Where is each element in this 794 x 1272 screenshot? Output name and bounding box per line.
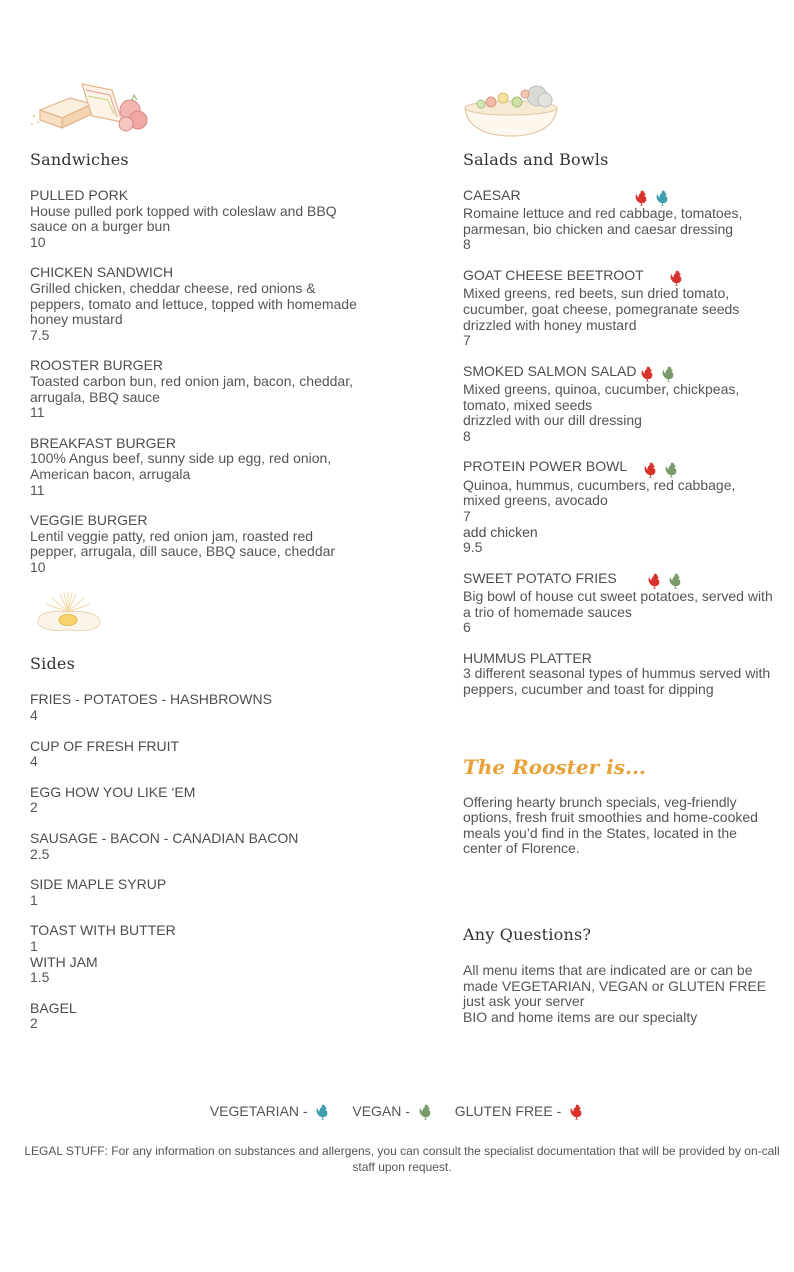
- item-description: 100% Angus beef, sunny side up egg, red onion, American bacon, arrugala: [30, 450, 332, 482]
- item-price: 4: [30, 753, 38, 770]
- right-column: [463, 80, 773, 1025]
- vegetarian-rooster-icon: [315, 1104, 330, 1120]
- sandwiches-title: Sandwiches: [30, 150, 129, 169]
- item-price: 8: [463, 427, 471, 444]
- item-description: Mixed greens, quinoa, cucumber, chickpeas, tomato, mixed seeds: [463, 381, 740, 413]
- item-description-note: drizzled with our dill dressing: [463, 412, 642, 429]
- menu-item: [463, 364, 773, 445]
- item-name: SWEET POTATO FRIES: [463, 569, 617, 586]
- item-price: 11: [30, 404, 45, 421]
- item-price: 7: [463, 507, 471, 524]
- item-price: 7: [463, 332, 471, 349]
- diet-marks: [640, 366, 676, 382]
- item-price: 2.5: [30, 845, 50, 862]
- item-description: Toasted carbon bun, red onion jam, bacon, cheddar, arrugala, BBQ sauce: [30, 372, 353, 405]
- item-name: SAUSAGE - BACON - CANADIAN BACON: [30, 830, 299, 847]
- menu-item: [30, 1001, 360, 1032]
- legal-notice: LEGAL STUFF: For any information on substances and allergens, you can consult the specialist documentation that will be provided by on-call staff upon request.: [24, 1144, 780, 1174]
- menu-item: [30, 513, 360, 575]
- rooster-description: Offering hearty brunch specials, veg-friendly options, fresh fruit smoothies and home-cooked meals you’d find in the States, located in the center of Florence.: [463, 793, 758, 857]
- sandwich-illustration: [30, 80, 360, 140]
- menu-item: [463, 459, 773, 555]
- legend-vegetarian-label: VEGETARIAN -: [209, 1103, 308, 1119]
- item-description-note: drizzled with honey mustard: [463, 316, 637, 333]
- item-description: Mixed greens, red beets, sun dried tomato, cucumber, goat cheese, pomegranate seeds: [463, 285, 740, 317]
- item-name: CAESAR: [463, 187, 521, 203]
- item-description: Quinoa, hummus, cucumbers, red cabbage, mixed greens, avocado: [463, 476, 736, 509]
- item-name: SIDE MAPLE SYRUP: [30, 876, 167, 893]
- item-name: CUP OF FRESH FRUIT: [30, 737, 180, 754]
- item-name: PROTEIN POWER BOWL: [463, 458, 627, 475]
- item-price: 11: [30, 481, 45, 498]
- item-description: Grilled chicken, cheddar cheese, red onions & peppers, tomato and lettuce, topped with homemade honey mustard: [30, 279, 357, 328]
- item-name: BREAKFAST BURGER: [30, 434, 177, 451]
- item-name-row: [463, 459, 773, 477]
- item-price: 10: [30, 558, 46, 575]
- gluten-free-rooster-icon: [669, 270, 684, 286]
- item-price: 2: [30, 1015, 38, 1032]
- questions-title: Any Questions?: [463, 924, 592, 944]
- item-name: VEGGIE BURGER: [30, 512, 148, 529]
- menu-item: [30, 785, 360, 816]
- menu-item: [463, 268, 773, 349]
- gluten-free-rooster-icon: [647, 573, 662, 589]
- item-price: 6: [463, 619, 471, 636]
- item-name: GOAT CHEESE BEETROOT: [463, 267, 644, 284]
- item-description: Lentil veggie patty, red onion jam, roasted red pepper, arrugala, dill sauce, BBQ sauce, cheddar: [30, 527, 336, 560]
- diet-marks: [634, 190, 670, 206]
- item-name-row: [463, 364, 773, 382]
- menu-item: [30, 692, 360, 723]
- menu-item: [30, 265, 360, 343]
- menu-item: [463, 571, 773, 636]
- item-price: 8: [463, 236, 471, 253]
- item-price: 10: [30, 233, 46, 250]
- item-extra-price: 1.5: [30, 969, 50, 986]
- legend-gluten-free-label: GLUTEN FREE -: [454, 1103, 562, 1119]
- sides-title: Sides: [30, 654, 75, 674]
- item-description: House pulled pork topped with coleslaw and BBQ sauce on a burger bun: [30, 202, 337, 235]
- vegan-rooster-icon: [664, 462, 679, 478]
- legend-vegan: [352, 1103, 432, 1120]
- menu-item: [30, 831, 360, 862]
- diet-marks: [669, 270, 684, 286]
- menu-item: [30, 436, 360, 498]
- item-extra-name: add chicken: [463, 523, 538, 540]
- legend-vegan-label: VEGAN -: [352, 1103, 410, 1119]
- menu-item: [30, 923, 360, 985]
- menu-item: [463, 188, 773, 253]
- item-price: 4: [30, 707, 38, 724]
- egg-illustration: [30, 590, 360, 642]
- legend-gluten-free: [455, 1103, 584, 1120]
- item-price: 7.5: [30, 326, 50, 343]
- item-price: 1: [30, 938, 38, 954]
- item-name: TOAST WITH BUTTER: [30, 922, 176, 939]
- menu-item: [30, 877, 360, 908]
- diet-legend: [0, 1103, 794, 1120]
- vegan-rooster-icon: [668, 573, 683, 589]
- menu-item: [30, 358, 360, 420]
- item-name-row: [463, 188, 773, 206]
- item-name: SMOKED SALMON SALAD: [463, 362, 637, 379]
- item-name: EGG HOW YOU LIKE ‘EM: [30, 783, 196, 800]
- item-description: 3 different seasonal types of hummus served with peppers, cucumber and toast for dipping: [463, 665, 771, 697]
- left-column: [30, 80, 360, 1047]
- item-name: HUMMUS PLATTER: [463, 649, 592, 666]
- item-extra-price: 9.5: [463, 539, 483, 556]
- rooster-tagline-title: The Rooster is...: [463, 754, 646, 779]
- menu-item: [30, 739, 360, 770]
- salads-title: Salads and Bowls: [463, 150, 609, 169]
- vegan-rooster-icon: [418, 1104, 433, 1120]
- gluten-free-rooster-icon: [640, 366, 655, 382]
- gluten-free-rooster-icon: [569, 1104, 584, 1120]
- item-extra-name: WITH JAM: [30, 953, 98, 970]
- item-name: BAGEL: [30, 999, 77, 1016]
- diet-marks: [647, 573, 683, 589]
- questions-line-1: All menu items that are indicated are or can be made VEGETARIAN, VEGAN or GLUTEN FREE just ask your server: [463, 961, 767, 1010]
- item-name: FRIES - POTATOES - HASHBROWNS: [30, 691, 272, 708]
- item-description: Big bowl of house cut sweet potatoes, served with a trio of homemade sauces: [463, 587, 773, 620]
- item-name: ROOSTER BURGER: [30, 357, 164, 374]
- gluten-free-rooster-icon: [643, 462, 658, 478]
- menu-item: [30, 188, 360, 250]
- diet-marks: [643, 461, 679, 477]
- item-description: Romaine lettuce and red cabbage, tomatoes, parmesan, bio chicken and caesar dressing: [463, 205, 743, 237]
- vegan-rooster-icon: [661, 366, 676, 382]
- gluten-free-rooster-icon: [634, 190, 649, 206]
- item-price: 1: [30, 891, 38, 908]
- item-name: PULLED PORK: [30, 187, 129, 203]
- item-name-row: [463, 571, 773, 589]
- item-name: CHICKEN SANDWICH: [30, 264, 174, 281]
- vegetarian-rooster-icon: [655, 190, 670, 206]
- item-price: 2: [30, 799, 38, 816]
- item-name-row: [463, 268, 773, 286]
- questions-line-2: BIO and home items are our specialty: [463, 1008, 698, 1025]
- legend-vegetarian: [210, 1103, 331, 1120]
- menu-item: [463, 651, 773, 698]
- salad-bowl-illustration: [463, 80, 773, 140]
